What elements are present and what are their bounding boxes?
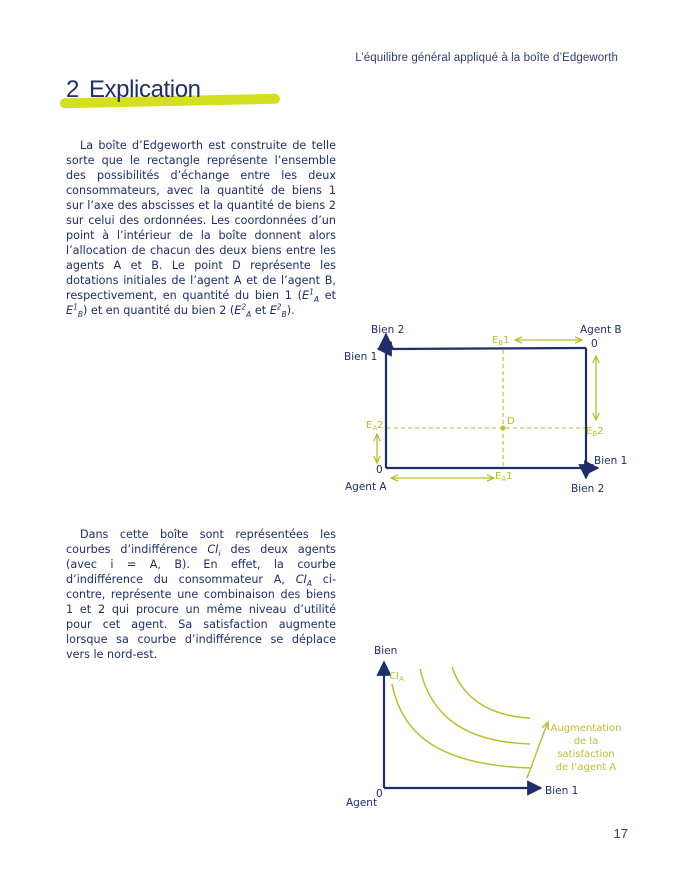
para2-text-2: des deux agents (avec i = A, B). En effet, la courbe d’indifférence du consommateur A, (66, 543, 336, 586)
ea2-num: 2 (377, 420, 384, 431)
sym-e: E (234, 304, 242, 317)
sym-sup: 1 (73, 302, 78, 312)
label-d: D (507, 416, 515, 427)
sym-ci: CI (207, 543, 219, 556)
label-y-bien: Bien (374, 645, 398, 657)
label-bien2-top: Bien 2 (371, 324, 405, 336)
ea2-e: E (366, 420, 373, 431)
label-ci-a (389, 671, 404, 683)
sym-sub: B (281, 310, 287, 320)
ea1-sub: A (501, 475, 507, 483)
annotation-line-3: satisfaction (557, 749, 615, 760)
eb2-sub: B (592, 430, 598, 438)
ci-sub: A (398, 675, 404, 683)
para1-text-1: La boîte d’Edgeworth est construite de telle sorte que le rectangle représente l’ensemble des possibilités d’échange entre les deux consommateurs, avec la quantité de biens 1 sur l’axe des abscisses et la quantité de biens 2 sur celui des ordonnées. Les coordonnées d’un point à l’intérieur de la boîte donnent alors l’allocation de chacun des deux biens entre les agents A et B. Le point D représente les dotations initiales de l’agent A et de l’agent B, respectivement, en quantité du bien 1 ( (66, 139, 336, 302)
label-agent-a: Agent A (345, 481, 387, 493)
sym-sup: 1 (309, 287, 314, 297)
indifference-curve-1 (392, 684, 530, 768)
indifference-curve-2 (420, 669, 530, 744)
para2-text-3: ci-contre, représente une combinaison des biens 1 et 2 qui procure un même niveau d’utilité pour cet agent. Sa satisfaction augmente lorsque sa courbe d’indifférence se déplace vers le nord-est. (66, 573, 336, 661)
eb1-num: 1 (503, 335, 510, 346)
para2-text-1: Dans cette boîte sont représentées les courbes d’indifférence (66, 528, 336, 556)
para1-et: et (324, 289, 336, 302)
sym-e: E (302, 289, 310, 302)
page-number: 17 (613, 826, 628, 841)
sym-sub: i (218, 549, 221, 559)
label-bien2-bottom: Bien 2 (571, 483, 605, 495)
label-zero-a: 0 (376, 464, 383, 476)
satisfaction-arrow (527, 722, 548, 778)
label-bien1-right: Bien 1 (594, 455, 628, 467)
indifference-curve-3 (452, 667, 530, 718)
sym-sub: B (77, 310, 84, 320)
eb2-e: E (586, 426, 593, 437)
sym-sub: A (246, 310, 252, 320)
section-number: 2 (66, 76, 79, 103)
section-title-text: Explication (88, 76, 201, 103)
para1-et: et (254, 304, 267, 317)
label-zero: 0 (376, 788, 383, 800)
ea2-sub: A (372, 424, 378, 432)
sym-e: E (66, 304, 74, 317)
eb2-num: 2 (597, 426, 604, 437)
sym-sup: 2 (241, 302, 247, 312)
ea1-e: E (495, 471, 502, 482)
label-zero-b: 0 (591, 338, 598, 350)
label-agent: Agent (346, 797, 378, 809)
sym-sup: 2 (276, 302, 282, 312)
para1-text-3: ). (286, 304, 295, 317)
label-agent-b: Agent B (580, 324, 622, 336)
sym-sub: A (306, 579, 312, 589)
label-x-bien1: Bien 1 (545, 785, 579, 797)
eb1-e: E (492, 335, 499, 346)
label-bien1-left: Bien 1 (344, 351, 378, 363)
sym-e: E (269, 304, 277, 317)
sym-sub: A (313, 295, 319, 305)
annotation-line-4: de l’agent A (555, 762, 617, 773)
annotation-line-1: Augmentation (550, 723, 622, 734)
para1-text-2: ) et en quantité du bien 2 ( (83, 304, 235, 317)
annotation-line-2: de la (573, 736, 599, 747)
ea1-num: 1 (506, 471, 513, 482)
section-title (66, 76, 201, 104)
sym-ci: CI (295, 573, 307, 586)
ci-text: CI (389, 671, 399, 682)
eb1-sub: B (498, 339, 504, 347)
running-header: L’équilibre général appliqué à la boîte d’Edgeworth (355, 52, 618, 64)
